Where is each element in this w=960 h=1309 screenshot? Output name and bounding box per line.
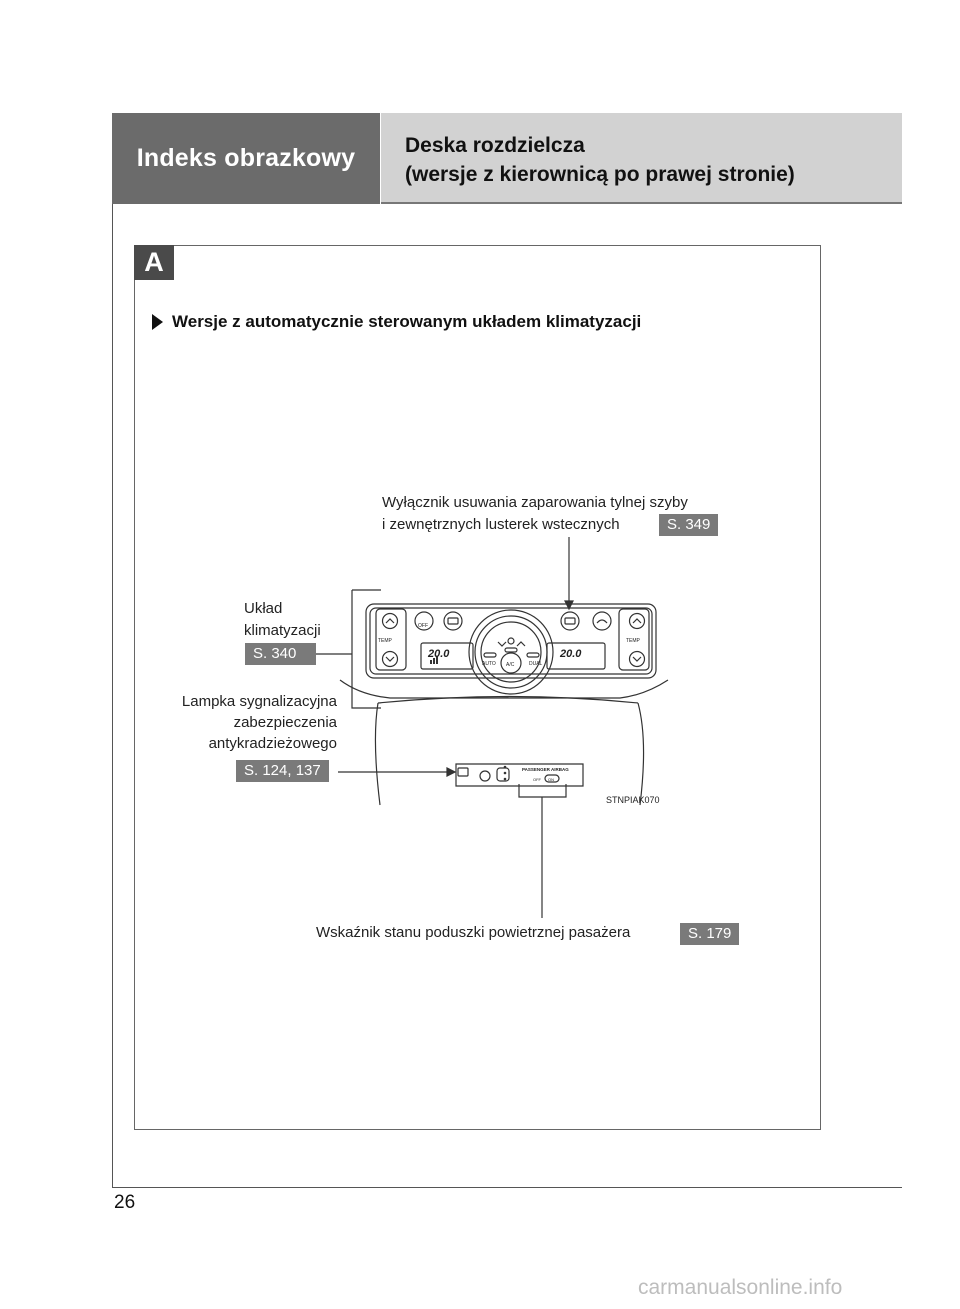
header-section-label: Indeks obrazkowy (136, 144, 356, 172)
header-title-line1: Deska rozdzielcza (405, 134, 585, 157)
dual-button-label: DUAL (529, 661, 543, 667)
airbag-on-label: ON (548, 777, 554, 782)
illustration-code: STNPIAK070 (606, 795, 660, 805)
ref-badge-security[interactable]: S. 124, 137 (236, 760, 329, 782)
callout-rear-defogger-line2: i zewnętrznych lusterek wstecznych (382, 516, 620, 533)
ref-badge-airbag[interactable]: S. 179 (680, 923, 739, 945)
temp-display-left: 20.0 (428, 648, 450, 660)
off-button-label: OFF (418, 623, 428, 629)
ref-badge-rear-defogger[interactable]: S. 349 (659, 514, 718, 536)
callout-climate-line1: Układ (244, 600, 283, 617)
callout-rear-defogger-line1: Wyłącznik usuwania zaparowania tylnej szyby (382, 494, 688, 511)
callout-climate-line2: klimatyzacji (244, 622, 321, 639)
airbag-off-label: OFF (533, 777, 541, 782)
section-title-text: Wersje z automatycznie sterowanym układem klimatyzacji (172, 312, 642, 331)
airbag-indicator-label: PASSENGER AIRBAG (522, 767, 569, 772)
section-badge: A (134, 245, 174, 280)
watermark: carmanualsonline.info (638, 1276, 843, 1299)
temp-display-right: 20.0 (560, 648, 582, 660)
callout-security-line1: Lampka sygnalizacyjna (181, 693, 337, 710)
header-title-line2: (wersje z kierownicą po prawej stronie) (405, 163, 795, 186)
auto-button-label: AUTO (482, 661, 496, 667)
callout-security-line2: zabezpieczenia (233, 714, 337, 731)
page-number: 26 (114, 1192, 136, 1213)
leader-arrow-security (447, 768, 455, 776)
ref-badge-climate[interactable]: S. 340 (245, 643, 316, 665)
temp-label-left: TEMP (378, 638, 392, 644)
ac-button-label: A/C (506, 662, 515, 668)
callout-security-line3: antykradzieżowego (208, 735, 337, 752)
callout-airbag-text: Wskaźnik stanu poduszki powietrznej pasażera (316, 924, 631, 941)
temp-label-right: TEMP (626, 638, 640, 644)
